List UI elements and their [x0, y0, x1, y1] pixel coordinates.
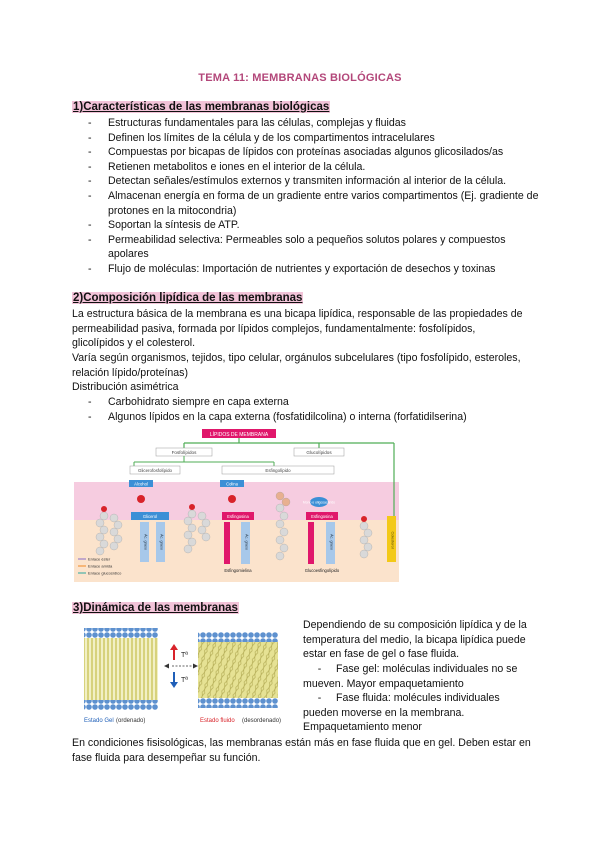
- list-item: - Flujo de moléculas: Importación de nutrientes y exportación de desechos y toxinas: [72, 262, 542, 277]
- gel-state-label: Estado Gel: [84, 718, 114, 724]
- backbone-label: Glicerol: [142, 514, 158, 519]
- temperature-up-arrow: [170, 644, 178, 650]
- paragraph: La estructura básica de la membrana es una bicapa lipídica, responsable de las propiedades de permeabilidad pasiva, formada por lípidos complejos, fundamentalmente: fosfolípidos, glicolípidos y el colesterol.: [72, 308, 523, 350]
- list-item: - Detectan señales/estímulos externos y transmiten información al interior de la célula.: [72, 174, 542, 189]
- paragraph: En condiciones fisisológicas, las membranas están más en fase fluida que en gel. Deben estar en fase fluida para desempeñar su función.: [72, 737, 531, 764]
- chain-label: Ác. graso: [143, 533, 148, 551]
- list-item: - Permeabilidad selectiva: Permeables solo a pequeños solutos polares y compuestos apolares: [72, 233, 542, 262]
- list-item: - Compuestas por bicapas de lípidos con proteínas asociadas algunos glicosilados/as: [72, 145, 542, 160]
- temp-down-label: Tª: [181, 677, 188, 684]
- top-category-label: LÍPIDOS DE MEMBRANA: [209, 432, 269, 438]
- backbone-label: Esfingosina: [227, 514, 249, 519]
- paragraph: Dependiendo de su composición lipídica y de la temperatura del medio, la bicapa lipídica puede estar en fase de gel o fase fluida.: [303, 619, 527, 661]
- list-item: - Fase gel: moléculas individuales no se mueven. Mayor empaquetamiento: [303, 663, 518, 690]
- section-heading-2: 2)Composición lipídica de las membranas: [73, 292, 303, 304]
- lipid-name: Glucoesfingolípido: [304, 568, 340, 573]
- list-item: - Soportan la síntesis de ATP.: [72, 218, 542, 233]
- fluid-state-label: Estado fluido: [200, 718, 235, 724]
- gel-bottom-heads: [84, 700, 158, 710]
- list-item: - Carbohidrato siempre en capa externa: [72, 395, 542, 410]
- cholesterol-label: Colesterol: [390, 531, 395, 549]
- fluid-top-heads: [198, 632, 278, 642]
- fluid-tails: [198, 642, 278, 698]
- section-heading-1: 1)Características de las membranas biológicas: [73, 101, 330, 113]
- paragraph: Distribución asimétrica: [72, 381, 179, 393]
- legend-item: Enlace glucosídico: [88, 570, 122, 576]
- phase-gel-text: Fase gel: moléculas individuales no se mueven. Mayor empaquetamiento: [303, 663, 518, 690]
- head-label: Alcohol: [134, 481, 148, 487]
- chain-label: Ác. graso: [159, 533, 164, 551]
- fluid-state-sub: (desordenado): [242, 718, 282, 724]
- chain-label: Ác. graso: [244, 533, 249, 551]
- chain-label: Ác. graso: [329, 533, 334, 551]
- gel-state-sub: (ordenado): [116, 718, 146, 724]
- legend-item: Enlace amida: [88, 563, 113, 569]
- temp-up-label: Tª: [181, 652, 188, 659]
- membrane-phase-figure: [74, 620, 298, 732]
- lipid-name: Esfingomielina: [224, 568, 252, 573]
- sphingosine-chain: [224, 522, 230, 564]
- phospholipids-label: Fosfolípidos: [171, 450, 197, 455]
- section-heading-3: 3)Dinámica de las membranas: [73, 602, 238, 614]
- gel-tails: [84, 638, 158, 700]
- sphingolipid-label: Esfingolípido: [265, 468, 291, 473]
- page-title: TEMA 11: MEMBRANAS BIOLÓGICAS: [198, 72, 402, 84]
- list-item: - Almacenan energía en forma de un gradiente entre varios compartimentos (Ej. gradiente de protones en la mitocondria): [72, 189, 542, 218]
- sphingosine-chain: [308, 522, 314, 564]
- list-item: - Retienen metabolitos e iones en el interior de la célula.: [72, 160, 542, 175]
- backbone-label: Esfingosina: [311, 514, 333, 519]
- temperature-down-arrow: [170, 682, 178, 688]
- list-item: - Definen los límites de la célula y de los compartimentos intracelulares: [72, 131, 542, 146]
- list-item: - Fase fluida: molécules individuales pueden moverse en la membrana. Empaquetamiento menor: [303, 692, 500, 734]
- head-label: Mono o oligosacárido: [302, 500, 336, 505]
- paragraph: Varía según organismos, tejidos, tipo celular, orgánulos subcelulares (tipo fosfolípido, esteroles, relación lípido/proteínas): [72, 352, 521, 379]
- glycolipids-label: Glucolípidos: [306, 450, 332, 455]
- glycerophospholipid-label: Glicerofosfolípido: [138, 468, 172, 473]
- legend-item: Enlace éster: [88, 556, 111, 562]
- membrane-lipids-figure: [74, 426, 399, 584]
- list-item: - Estructuras fundamentales para las células, complejas y fluidas: [72, 116, 542, 131]
- phase-fluid-text: Fase fluida: molécules individuales pueden moverse en la membrana. Empaquetamiento menor: [303, 692, 500, 734]
- fluid-bottom-heads: [198, 698, 278, 708]
- head-label: Colina: [226, 481, 238, 487]
- section1-list: [72, 116, 542, 277]
- gel-top-heads: [84, 628, 158, 638]
- list-item: - Algunos lípidos en la capa externa (fosfatidilcolina) o interna (forfatidilserina): [72, 410, 542, 425]
- section2-list: [72, 395, 542, 424]
